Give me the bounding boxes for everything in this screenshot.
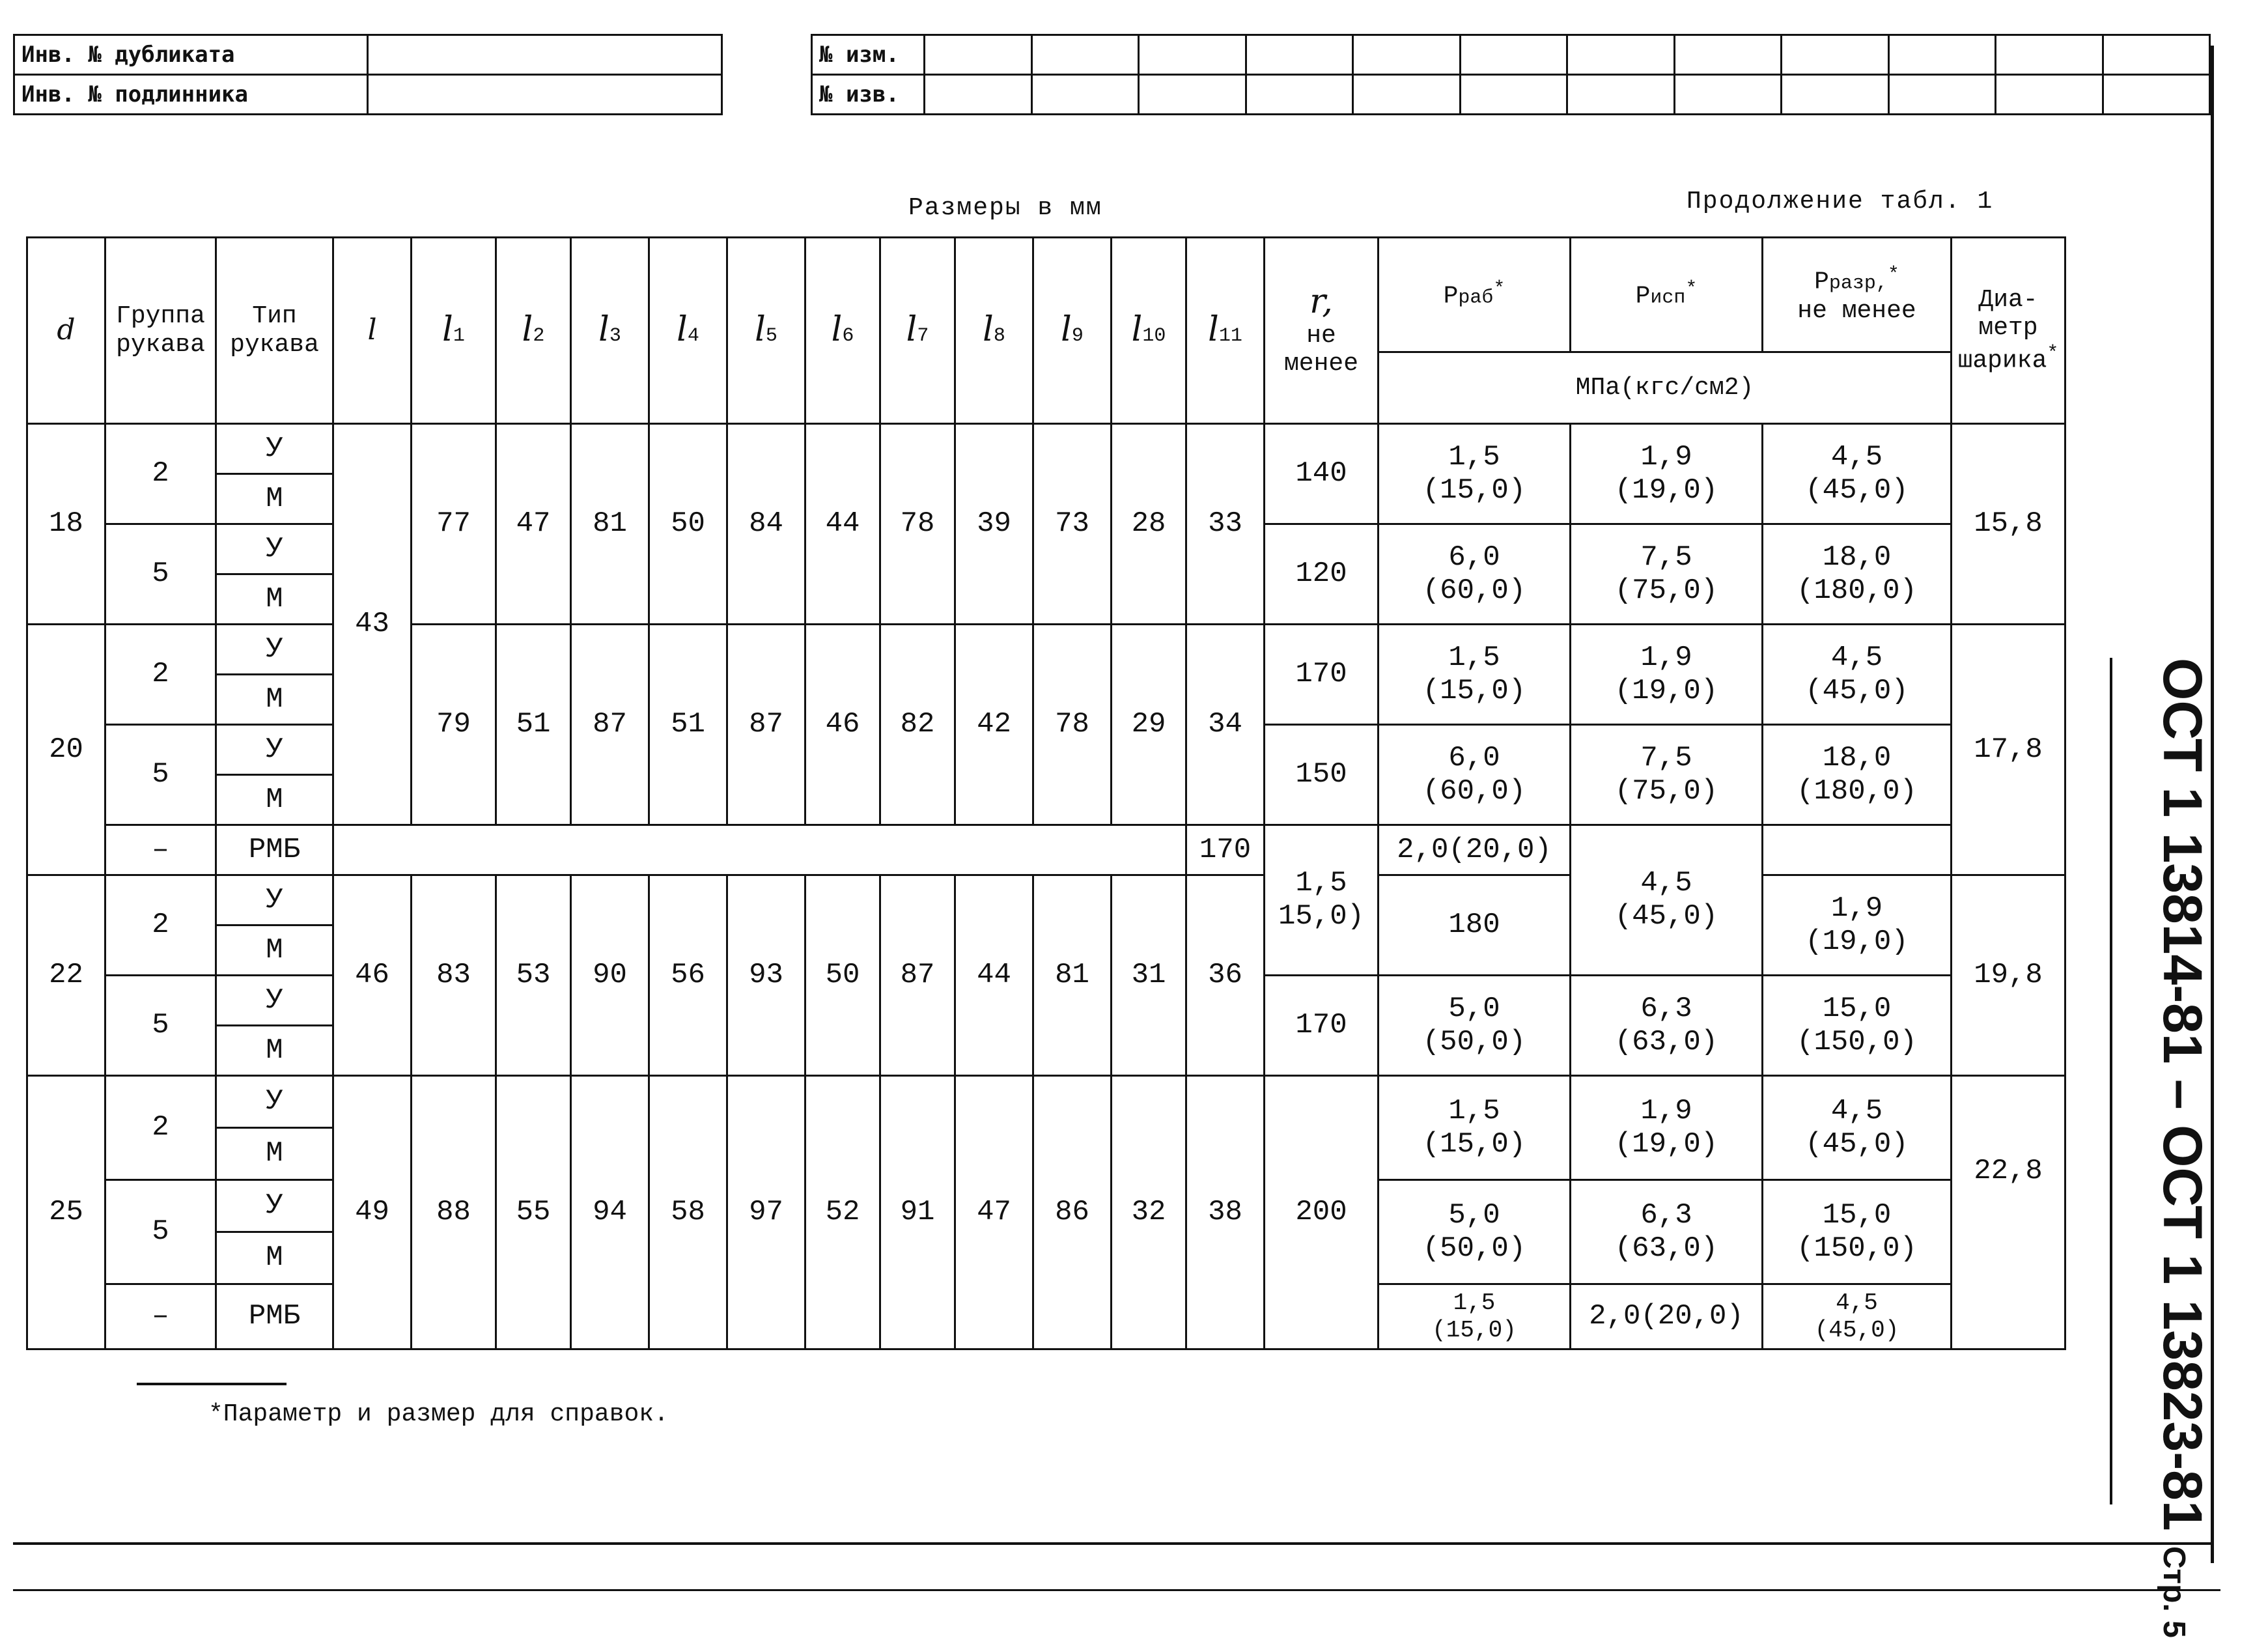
cell-ball: 22,8 [1952, 1076, 2065, 1349]
cell-l5: 93 [727, 875, 805, 1076]
cell-p-burst: 4,5 (45,0) [1763, 1076, 1952, 1180]
cell-type: М [216, 1026, 333, 1076]
cell-type: У [216, 875, 333, 925]
cell-ball: 17,8 [1952, 625, 2065, 875]
cell-p-work: 6,0 (60,0) [1379, 524, 1571, 625]
cell-group: 2 [105, 875, 216, 976]
cell-type: У [216, 725, 333, 775]
cell-type: РМБ [216, 1284, 333, 1349]
cell-l1: 79 [412, 625, 496, 825]
col-group: Группа рукава [105, 238, 216, 424]
page-number: Стр. 5 [2157, 1546, 2191, 1638]
cell-group: 5 [105, 976, 216, 1076]
page-bottom-line [13, 1589, 2220, 1591]
cell-p-work: 1,5 15,0) [1265, 825, 1379, 976]
change-number-label: № изм. [812, 35, 925, 75]
continuation-note: Продолжение табл. 1 [1687, 188, 1994, 216]
cell-group: – [105, 1284, 216, 1349]
cell-l9: 73 [1033, 424, 1112, 625]
cell-p-burst: 18,0 (180,0) [1763, 524, 1952, 625]
cell-p-test: 6,3 (63,0) [1571, 1180, 1763, 1284]
cell-l7: 87 [880, 875, 955, 1076]
cell-p-work: 6,0 (60,0) [1379, 725, 1571, 825]
cell-l11: 34 [1186, 625, 1265, 825]
standard-designation: ОСТ 1 13814-81 – ОСТ 1 13823-81 Стр. 5 [2152, 658, 2213, 1638]
col-l10: l10 [1112, 238, 1186, 424]
side-rule-left [2110, 658, 2112, 1504]
cell-p-test: 2,0(20,0) [1571, 1284, 1763, 1349]
cell-type: У [216, 1180, 333, 1232]
cell-p-burst: 15,0 (150,0) [1763, 976, 1952, 1076]
col-l8: l8 [955, 238, 1033, 424]
col-l: l [333, 238, 412, 424]
cell-l: 46 [333, 875, 412, 1076]
cell-ball: 19,8 [1952, 875, 2065, 1076]
cell-p-work: 1,5 (15,0) [1379, 1284, 1571, 1349]
cell-type: У [216, 625, 333, 675]
cell-l5: 87 [727, 625, 805, 825]
cell-p-test: 7,5 (75,0) [1571, 524, 1763, 625]
col-l7: l7 [880, 238, 955, 424]
cell-l6: 46 [805, 625, 880, 825]
cell-d: 18 [27, 424, 105, 625]
cell-p-work: 1,5 (15,0) [1379, 1076, 1571, 1180]
cell-l4: 58 [649, 1076, 727, 1349]
cell-group: 2 [105, 625, 216, 725]
cell-l4: 50 [649, 424, 727, 625]
col-type: Тип рукава [216, 238, 333, 424]
cell-l3: 94 [571, 1076, 649, 1349]
cell-l2: 51 [496, 625, 571, 825]
cell-l7: 78 [880, 424, 955, 625]
cell-p-test: 2,0(20,0) [1379, 825, 1571, 875]
cell-l7: 91 [880, 1076, 955, 1349]
cell-l1: 88 [412, 1076, 496, 1349]
units-label: МПа(кгс/см2) [1379, 352, 1952, 424]
cell-p-test: 1,9 (19,0) [1571, 1076, 1763, 1180]
cell-l1: 77 [412, 424, 496, 625]
col-l9: l9 [1033, 238, 1112, 424]
cell-p-work: 5,0 (50,0) [1379, 976, 1571, 1076]
cell-l5: 84 [727, 424, 805, 625]
cell-l8: 42 [955, 625, 1033, 825]
cell-radius: 170 [1265, 976, 1379, 1076]
cell-type: М [216, 925, 333, 976]
cell-group: 5 [105, 524, 216, 625]
cell-l5: 97 [727, 1076, 805, 1349]
cell-l2: 47 [496, 424, 571, 625]
cell-l4: 56 [649, 875, 727, 1076]
cell-l8: 39 [955, 424, 1033, 625]
cell-l9: 86 [1033, 1076, 1112, 1349]
cell-l7: 82 [880, 625, 955, 825]
hose-dimensions-table [26, 236, 2066, 1350]
cell-l8: 47 [955, 1076, 1033, 1349]
cell-l3: 81 [571, 424, 649, 625]
cell-p-test: 1,9 (19,0) [1571, 424, 1763, 524]
col-radius: r, не менее [1265, 238, 1379, 424]
footnote-rule [137, 1383, 287, 1385]
cell-radius: 180 [1379, 875, 1571, 976]
cell-l6: 52 [805, 1076, 880, 1349]
cell-group: 5 [105, 1180, 216, 1284]
cell-p-burst: 18,0 (180,0) [1763, 725, 1952, 825]
cell-l10: 29 [1112, 625, 1186, 825]
cell-p-test: 7,5 (75,0) [1571, 725, 1763, 825]
col-l4: l4 [649, 238, 727, 424]
cell-p-test: 1,9 (19,0) [1763, 875, 1952, 976]
cell-type: РМБ [216, 825, 333, 875]
cell-p-test: 1,9 (19,0) [1571, 625, 1763, 725]
stamp-right [811, 34, 2211, 115]
cell-p-burst: 4,5 (45,0) [1763, 424, 1952, 524]
cell-l9: 78 [1033, 625, 1112, 825]
cell-l10: 32 [1112, 1076, 1186, 1349]
cell-p-work: 1,5 (15,0) [1379, 424, 1571, 524]
cell-l2: 53 [496, 875, 571, 1076]
cell-p-test: 6,3 (63,0) [1571, 976, 1763, 1076]
cell-d: 20 [27, 625, 105, 875]
col-d: d [27, 238, 105, 424]
col-l11: l11 [1186, 238, 1265, 424]
col-l2: l2 [496, 238, 571, 424]
cell-l6: 50 [805, 875, 880, 1076]
col-p-test: Pисп* [1571, 238, 1763, 352]
cell-l: 49 [333, 1076, 412, 1349]
inv-original-label: Инв. № подлинника [14, 75, 368, 115]
footnote-text: *Параметр и размер для справок. [208, 1400, 669, 1428]
cell-type: У [216, 424, 333, 474]
cell-type: М [216, 675, 333, 725]
notice-number-label: № изв. [812, 75, 925, 115]
cell-p-burst: 4,5 (45,0) [1571, 825, 1763, 976]
cell-l2: 55 [496, 1076, 571, 1349]
col-l3: l3 [571, 238, 649, 424]
cell-radius: 150 [1265, 725, 1379, 825]
cell-type: М [216, 574, 333, 625]
cell-d: 22 [27, 875, 105, 1076]
col-p-work: Pраб* [1379, 238, 1571, 352]
cell-type: М [216, 474, 333, 524]
cell-l3: 90 [571, 875, 649, 1076]
cell-type: М [216, 1128, 333, 1180]
cell-group: – [105, 825, 216, 875]
cell-l11: 36 [1186, 875, 1265, 1076]
inv-duplicate-label: Инв. № дубликата [14, 35, 368, 75]
sizes-note: Размеры в мм [908, 194, 1102, 222]
cell-type: М [216, 1232, 333, 1284]
cell-radius: 120 [1265, 524, 1379, 625]
cell-p-burst: 4,5 (45,0) [1763, 625, 1952, 725]
cell-group: 5 [105, 725, 216, 825]
stamp-left [13, 34, 723, 115]
col-l6: l6 [805, 238, 880, 424]
col-l5: l5 [727, 238, 805, 424]
cell-radius: 170 [1186, 825, 1265, 875]
cell-type: У [216, 1076, 333, 1128]
cell-l8: 44 [955, 875, 1033, 1076]
cell-p-burst: 15,0 (150,0) [1763, 1180, 1952, 1284]
cell-radius: 170 [1265, 625, 1379, 725]
cell-l10: 28 [1112, 424, 1186, 625]
cell-type: У [216, 524, 333, 574]
cell-l3: 87 [571, 625, 649, 825]
cell-type: У [216, 976, 333, 1026]
cell-radius: 140 [1265, 424, 1379, 524]
col-p-burst: Pразр,* не менее [1763, 238, 1952, 352]
cell-type: М [216, 775, 333, 825]
cell-ball: 15,8 [1952, 424, 2065, 625]
cell-l: 43 [333, 424, 412, 825]
cell-d: 25 [27, 1076, 105, 1349]
cell-group: 2 [105, 1076, 216, 1180]
cell-l4: 51 [649, 625, 727, 825]
col-l1: l1 [412, 238, 496, 424]
cell-p-work: 5,0 (50,0) [1379, 1180, 1571, 1284]
cell-l9: 81 [1033, 875, 1112, 1076]
col-ball-diameter: Диа-метр шарика* [1952, 238, 2065, 424]
cell-l1: 83 [412, 875, 496, 1076]
cell-l6: 44 [805, 424, 880, 625]
cell-l10: 31 [1112, 875, 1186, 1076]
frame-bottom-line [13, 1542, 2214, 1545]
cell-p-burst: 4,5 (45,0) [1763, 1284, 1952, 1349]
cell-group: 2 [105, 424, 216, 524]
cell-l11: 38 [1186, 1076, 1265, 1349]
cell-radius: 200 [1265, 1076, 1379, 1349]
cell-p-work: 1,5 (15,0) [1379, 625, 1571, 725]
cell-l11: 33 [1186, 424, 1265, 625]
